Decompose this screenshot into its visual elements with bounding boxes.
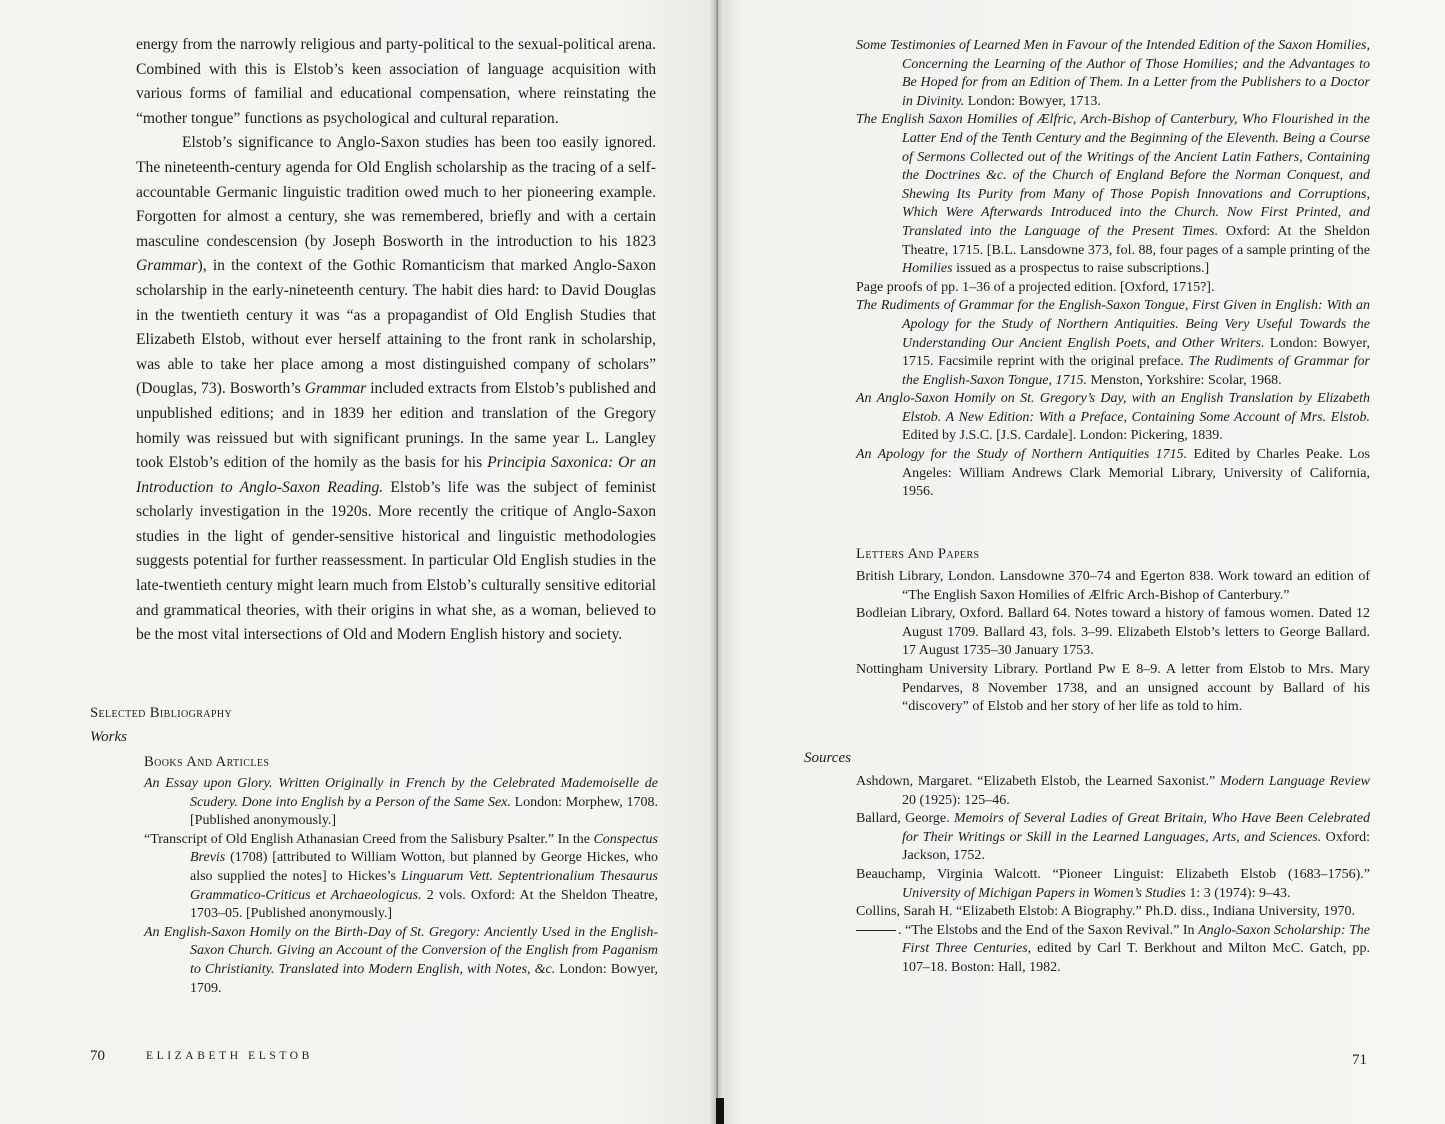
bib-entry [144, 775, 658, 831]
books-list [144, 775, 658, 998]
italic-run: University of Michigan Papers in Women’s Studies [902, 885, 1186, 901]
letters-list [856, 568, 1370, 717]
text-run: Bodleian Library, Oxford. Ballard 64. Notes toward a history of famous women. Dated 12 August 1709. Ballard 43, fols. 3–99. Elizabeth Elstob’s letters to George Ballard. 17 August 1735–30 January 1753. [856, 606, 1370, 659]
text-run: . “The Elstobs and the End of the Saxon Revival.” In [898, 922, 1199, 938]
text-run: 2 vols. Oxford: At the Sheldon Theatre, 1703–05. [Published anonymously.] [190, 887, 658, 922]
text-run: Ashdown, Margaret. “Elizabeth Elstob, the Learned Saxonist.” [856, 774, 1220, 789]
bib-entry [144, 924, 658, 998]
bib-entry [856, 773, 1370, 810]
text-run: 20 (1925): 125–46. [902, 792, 1010, 808]
letters-and-papers-heading: Letters And Papers [856, 546, 980, 562]
text-run: Ballard, George. [856, 811, 955, 827]
text-run: included extracts from Elstob’s published and unpublished editions; and in 1839 her edition and translation of the Gregory homily was reissued but with significant prunings. In the same year L. Langley took Elstob’s edition of the homily as the basis for his [136, 380, 656, 472]
bib-entry [856, 111, 1370, 278]
text-run: London: Bowyer, 1715. Facsimile reprint with the original preface. [902, 335, 1370, 370]
text-run: Edited by J.S.C. [J.S. Cardale]. London: Pickering, 1839. [902, 428, 1223, 444]
body-text [136, 33, 656, 648]
text-run: London: Bowyer, 1713. [964, 93, 1101, 109]
text-run: (1708) [attributed to William Wotton, but planned by George Hickes, who also supplied the notes] to Hickes’s [190, 850, 658, 884]
text-run: Elstob’s life was the subject of feminist scholarly investigation in the 1920s. More recently the critique of Anglo-Saxon studies in the light of gender-sensitive historical and linguistic methodologies suggests potential for further reassessment. In particular Old English studies in the late-twentieth century might learn much from Elstob’s culturally sensitive editorial and grammatical theories, with their origins in what she, as a woman, believed to be the most vital intersections of Old and Modern English history and society. [136, 478, 656, 644]
text-run: Nottingham University Library. Portland Pw E 8–9. A letter from Elstob to Mrs. Mary Pendarves, 8 November 1738, and an unsigned account by Ballard of his “discovery” of Elstob and her story of her life as told to him. [856, 661, 1370, 715]
sources-list [856, 773, 1370, 978]
left-page [0, 0, 718, 1124]
italic-run: An Apology for the Study of Northern Antiquities 1715. [856, 447, 1188, 463]
bib-entry [856, 390, 1370, 446]
bib-entry [856, 866, 1370, 903]
italic-run: Some Testimonies of Learned Men in Favour of the Intended Edition of the Saxon Homilies, Concerning the Learning of the Author of Those Homilies; and the Advantages to Be Hoped for from an Edition of Them. In a Letter from the Publishers to a Doctor in Divinity. [856, 38, 1370, 109]
works-heading: Works [90, 729, 127, 745]
body-paragraph-1 [136, 33, 656, 131]
text-run: Collins, Sarah H. “Elizabeth Elstob: A Biography.” Ph.D. diss., Indiana University, 1970. [856, 904, 1356, 920]
text-run: Edited by Charles Peake. Los Angeles: William Andrews Clark Memorial Library, University of California, 1956. [902, 447, 1370, 500]
text-run: “Transcript of Old English Athanasian Creed from the Salisbury Psalter.” In the [144, 831, 594, 847]
bib-entry [856, 903, 1370, 922]
selected-bibliography-heading: Selected Bibliography [90, 705, 233, 721]
bib-entry [856, 810, 1370, 866]
bib-entry [856, 605, 1370, 661]
text-run: London: Bowyer, 1709. [190, 961, 658, 996]
italic-run: Homilies [902, 261, 953, 277]
text-run: edited by Carl T. Berkhout and Milton McC. Gatch, pp. 107–18. Boston: Hall, 1982. [902, 941, 1370, 975]
text-run: British Library, London. Lansdowne 370–74 and Egerton 838. Work toward an edition of “The English Saxon Homilies of Ælfric Arch-Bishop of Canterbury.” [856, 569, 1370, 603]
italic-run: Conspectus Brevis [190, 831, 658, 866]
sources-heading: Sources [804, 750, 851, 766]
text-run: London: Morphew, 1708. [Published anonymously.] [190, 794, 658, 829]
italic-run: Grammar [136, 257, 198, 275]
running-head: ELIZABETH ELSTOB [146, 1050, 313, 1062]
italic-run: An Essay upon Glory. Written Originally in French by the Celebrated Mademoiselle de Scudery. Done into English by a Person of the Same Sex. [144, 776, 658, 810]
italic-run: The Rudiments of Grammar for the English-Saxon Tongue, 1715. [902, 354, 1370, 388]
italic-run: The English Saxon Homilies of Ælfric, Arch-Bishop of Canterbury, Who Flourished in the Latter End of the Tenth Century and the Beginning of the Eleventh. Being a Course of Sermons Collected out of the Writings of the Ancient Latin Fathers, Containing the Doctrines &c. of the Church of England Before the Norman Conquest, and Shewing Its Purity from Many of Those Popish Innovations and Corruptions, Which Were Afterwards Introduced into the Church. Now First Printed, and Translated into the Language of the Present Times. [856, 112, 1370, 239]
bib-entry [856, 37, 1370, 111]
italic-run: Grammar [304, 380, 367, 398]
page-number-left: 70 [90, 1048, 105, 1064]
book-gutter [710, 0, 724, 1124]
italic-run: Modern Language Review [1219, 774, 1370, 789]
text-run: Menston, Yorkshire: Scolar, 1968. [1086, 372, 1282, 388]
body-paragraph-2 [136, 131, 656, 647]
bib-entry [856, 661, 1370, 717]
bib-entry [856, 297, 1370, 390]
text-run: 1: 3 (1974): 9–43. [1185, 885, 1291, 901]
italic-run: Linguarum Vett. Septentrionalium Thesaurus Grammatico-Criticus et Archaeologicus. [190, 868, 658, 903]
bib-entry [856, 279, 1370, 298]
text-run: energy from the narrowly religious and party-political to the sexual-political arena. Combined with this is Elstob’s keen association of language acquisition with various forms of familial and educational compensation, where reinstating the “mother tongue” functions as psychological and cultural reparation. [136, 36, 656, 127]
gutter-shadow [716, 1098, 724, 1124]
text-run: ), in the context of the Gothic Romanticism that marked Anglo-Saxon scholarship in the early-nineteenth century. The habit dies hard: to David Douglas in the twentieth century it was “as a propagandist of Old English Studies that Elizabeth Elstob, without ever herself attaining to the front rank in scholarship, was able to take her place among a most distinguished company of scholars” (Douglas, 73). Bosworth’s [136, 257, 656, 398]
works-list-continued [856, 37, 1370, 502]
bib-entry [856, 446, 1370, 502]
italic-run: An English-Saxon Homily on the Birth-Day of St. Gregory: Anciently Used in the English-Saxon Church. Giving an Account of the Conversion of the English from Paganism to Christianity. Translated into Modern English, with Notes, &c. [144, 924, 658, 977]
italic-run: Anglo-Saxon Scholarship: The First Three Centuries, [902, 922, 1371, 957]
books-and-articles-heading: Books And Articles [144, 754, 270, 770]
text-run: Oxford: Jackson, 1752. [902, 829, 1371, 864]
text-run: Elstob’s significance to Anglo-Saxon studies has been too easily ignored. The nineteenth-century agenda for Old English scholarship as the tracing of a self-accountable Germanic linguistic tradition owed much to her pioneering example. Forgotten for almost a century, she was remembered, briefly and with a certain masculine condescension (by Joseph Bosworth in the introduction to his 1823 [136, 134, 656, 250]
italic-run: Memoirs of Several Ladies of Great Britain, Who Have Been Celebrated for Their Writings or Skill in the Learned Languages, Arts, and Sciences. [902, 811, 1371, 845]
text-run: Beauchamp, Virginia Walcott. “Pioneer Linguist: Elizabeth Elstob (1683–1756).” [856, 866, 1370, 882]
text-run: Page proofs of pp. 1–36 of a projected edition. [Oxford, 1715?]. [856, 279, 1215, 295]
italic-run: An Anglo-Saxon Homily on St. Gregory’s Day, with an English Translation by Elizabeth Elstob. A New Edition: With a Preface, Containing Some Account of Mrs. Elstob. [856, 391, 1370, 425]
text-run: issued as a prospectus to raise subscriptions.] [952, 261, 1210, 277]
bib-entry [856, 568, 1370, 605]
italic-run: Principia Saxonica: Or an Introduction to Anglo-Saxon Reading. [136, 454, 656, 496]
page-number-right: 71 [1352, 1052, 1367, 1068]
bib-entry [144, 831, 658, 924]
text-run: Oxford: At the Sheldon Theatre, 1715. [B.L. Lansdowne 373, fol. 88, four pages of a sample printing of the [902, 223, 1371, 258]
repeat-author-rule [856, 930, 896, 931]
italic-run: The Rudiments of Grammar for the English-Saxon Tongue, First Given in English: With an Apology for the Study of Northern Antiquities. Being Very Useful Towards the Understanding Our Ancient English Poets, and Other Writers. [856, 298, 1370, 351]
bib-entry [856, 922, 1370, 978]
